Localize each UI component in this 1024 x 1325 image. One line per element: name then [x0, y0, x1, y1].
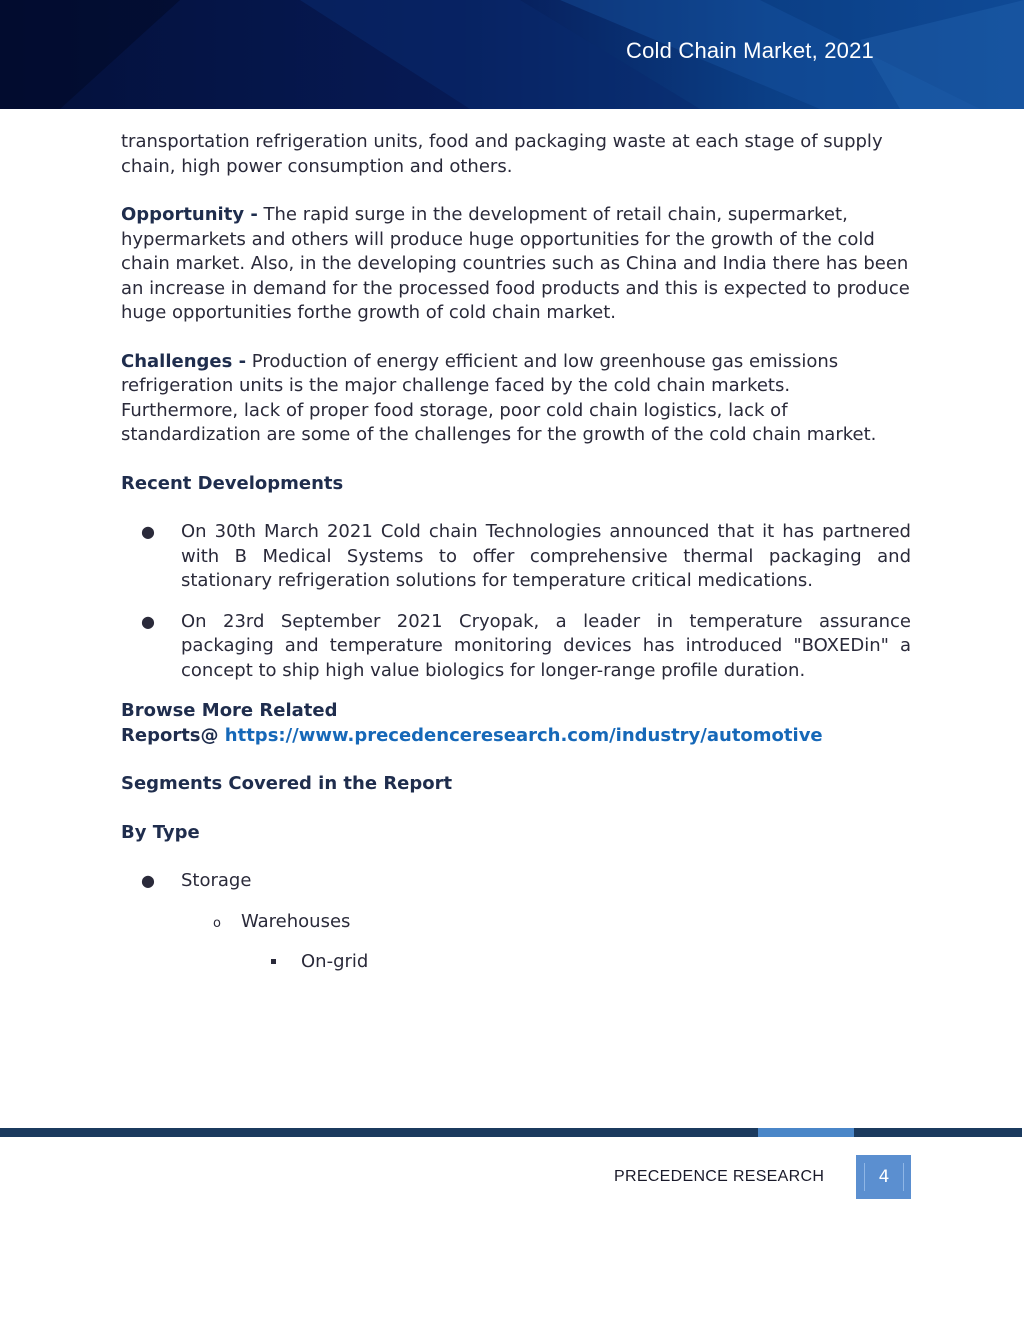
by-type-heading: By Type — [121, 821, 200, 843]
document-title: Cold Chain Market, 2021 — [626, 38, 874, 63]
list-item — [121, 910, 911, 935]
browse-reports-link[interactable]: https://www.precedenceresearch.com/industry/automotive — [224, 724, 823, 746]
intro-continuation: transportation refrigeration units, food and packaging waste at each stage of supply chain, high power consumption and others. — [121, 131, 883, 177]
list-item — [121, 869, 911, 894]
list-item — [121, 520, 911, 594]
footer-brand: PRECEDENCE RESEARCH — [614, 1168, 825, 1185]
type-storage: Storage — [181, 870, 252, 891]
circle-bullet-icon: o — [213, 915, 221, 931]
bullet-icon: ● — [141, 522, 155, 541]
page-content — [121, 130, 911, 975]
square-bullet-icon — [271, 959, 276, 964]
browse-label-line1: Browse More Related — [121, 700, 338, 721]
challenges-text: Production of energy efficient and low greenhouse gas emissions refrigeration units is the major challenge faced by the cold chain markets. Furthermore, lack of proper food storage, poor cold chain logistics, lack of standardization are some of the challenges for the growth of the cold chain market. — [121, 350, 877, 445]
bullet-icon: ● — [141, 871, 155, 890]
footer-accent-bar — [758, 1128, 854, 1137]
development-item-1: On 30th March 2021 Cold chain Technologies announced that it has partnered with B Medical Systems to offer comprehensive thermal packaging and stationary refrigeration solutions for temperature critical medications. — [181, 521, 911, 591]
footer-divider — [0, 1128, 1022, 1137]
opportunity-label: Opportunity - — [121, 204, 258, 225]
challenges-paragraph — [121, 350, 911, 448]
opportunity-text: The rapid surge in the development of retail chain, supermarket, hypermarkets and others will produce huge opportunities for the growth of the cold chain market. Also, in the developing countries such as China and India there has been an increase in demand for the processed food products and this is expected to produce huge opportunities forthe growth of cold chain market. — [121, 204, 910, 323]
challenges-label: Challenges - — [121, 350, 247, 372]
browse-label-line2: Reports@ — [121, 724, 225, 746]
type-on-grid: On-grid — [301, 951, 369, 972]
list-item — [121, 950, 911, 975]
recent-developments-list — [121, 520, 911, 683]
list-item — [121, 610, 911, 684]
segments-heading: Segments Covered in the Report — [121, 773, 453, 794]
opportunity-paragraph — [121, 203, 911, 326]
type-warehouses: Warehouses — [241, 910, 351, 932]
recent-developments-heading: Recent Developments — [121, 472, 344, 494]
page-header-banner — [0, 0, 1024, 109]
page-number: 4 — [864, 1163, 904, 1191]
development-item-2: On 23rd September 2021 Cryopak, a leader in temperature assurance packaging and temperature monitoring devices has introduced "BOXEDin" a concept to ship high value biologics for longer-range profile duration. — [181, 610, 911, 681]
browse-line — [121, 724, 911, 749]
bullet-icon: ● — [141, 611, 155, 631]
type-list — [121, 869, 911, 894]
